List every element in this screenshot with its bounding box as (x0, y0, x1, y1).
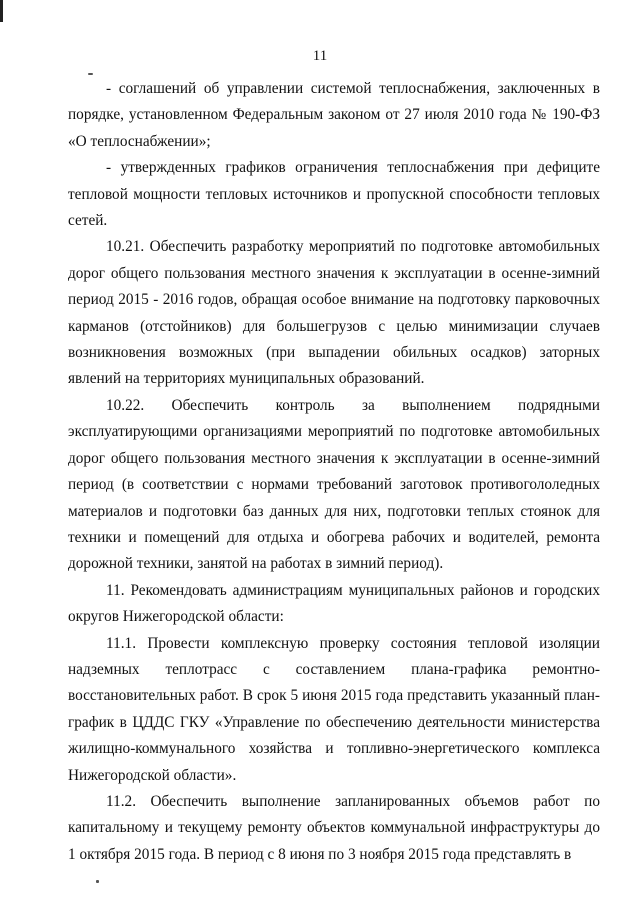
scan-edge-mark (0, 0, 3, 22)
paragraph-schedules: - утвержденных графиков ограничения теплоснабжения при дефиците тепловой мощности тепловых источников и пропускной способности тепловых сетей. (68, 159, 600, 230)
scan-speck (88, 73, 93, 75)
page-number: 11 (312, 48, 328, 64)
document-body (68, 76, 600, 868)
paragraph-11-2: 11.2. Обеспечить выполнение запланированных объемов работ по капитальному и текущему ремонту объектов коммунальной инфраструктуры до 1 октября 2015 года. В период с 8 июня по 3 ноября 2015 года представлять в (68, 792, 600, 863)
paragraph-11: 11. Рекомендовать администрациям муниципальных районов и городских округов Нижегородской области: (68, 581, 600, 626)
paragraph-10-22: 10.22. Обеспечить контроль за выполнением подрядными эксплуатирующими организациями мероприятий по подготовке автомобильных дорог общего пользования местного значения к эксплуатации в осенне-зимний период (в соответствии с нормами требований заготовок противогололедных материалов и подготовки баз данных для них, подготовки теплых стоянок для техники и помещений для отдыха и обогрева рабочих и водителей, ремонта дорожной техники, занятой на работах в зимний период). (68, 396, 600, 573)
scan-speck (96, 880, 99, 883)
paragraph-10-21: 10.21. Обеспечить разработку мероприятий по подготовке автомобильных дорог общего пользования местного значения к эксплуатации в осенне-зимний период 2015 - 2016 годов, обращая особое внимание на подготовку парковочных карманов (отстойников) для большегрузов с целью минимизации случаев возникновения возможных (при выпадении обильных осадков) заторных явлений на территориях муниципальных образований. (68, 238, 600, 388)
paragraph-11-1: 11.1. Провести комплексную проверку состояния тепловой изоляции надземных теплотрасс с составлением плана-графика ремонтно-восстановительных работ. В срок 5 июня 2015 года представить указанный план-график в ЦДДС ГКУ «Управление по обеспечению деятельности министерства жилищно-коммунального хозяйства и топливно-энергетического комплекса Нижегородской области». (68, 634, 600, 784)
paragraph-agreements: - соглашений об управлении системой теплоснабжения, заключенных в порядке, установленном Федеральным законом от 27 июля 2010 года № 190-ФЗ «О теплоснабжении»; (68, 80, 600, 150)
